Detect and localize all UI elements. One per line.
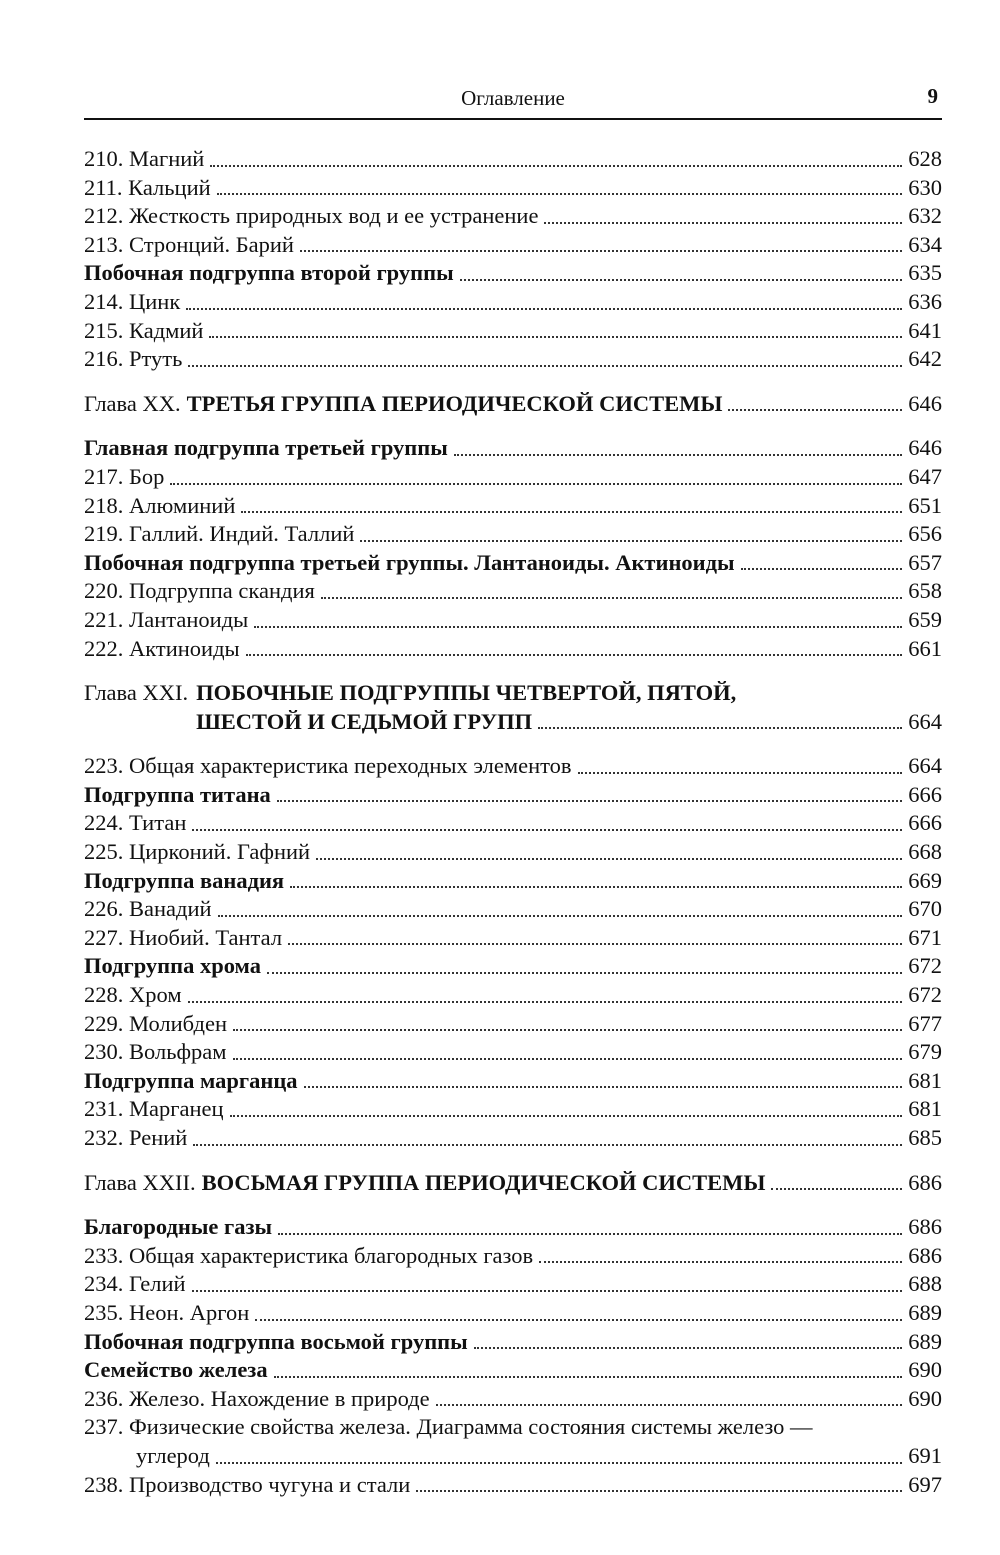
- toc-section-heading[interactable]: [84, 867, 942, 896]
- entry-page: 651: [908, 492, 942, 518]
- leader-dots: [241, 511, 902, 513]
- toc-section-heading[interactable]: [84, 549, 942, 578]
- entry-page: 646: [908, 435, 942, 461]
- entry-page: 688: [908, 1271, 942, 1297]
- toc-entry[interactable]: [84, 174, 942, 203]
- leader-dots: [454, 454, 902, 456]
- entry-label: 232. Рений: [84, 1125, 188, 1150]
- entry-label: 211. Кальций: [84, 174, 211, 200]
- entry-page: 628: [908, 146, 942, 171]
- toc-entry[interactable]: [84, 492, 942, 521]
- entry-label: Подгруппа хрома: [84, 953, 261, 979]
- leader-dots: [544, 222, 902, 224]
- leader-dots: [728, 409, 902, 411]
- toc-entry[interactable]: [84, 606, 942, 635]
- leader-dots: [230, 1115, 902, 1117]
- leader-dots: [304, 1086, 902, 1088]
- leader-dots: [290, 886, 902, 888]
- entry-page: 690: [908, 1357, 942, 1383]
- leader-dots: [192, 829, 902, 831]
- entry-page: 686: [908, 1242, 942, 1268]
- entry-label: 218. Алюминий: [84, 492, 236, 518]
- toc-entry[interactable]: [84, 577, 942, 606]
- toc-entry[interactable]: [84, 145, 942, 174]
- chapter-prefix: Глава XX.: [84, 390, 181, 416]
- leader-dots: [741, 568, 902, 570]
- entry-page: 671: [908, 924, 942, 950]
- toc-section-heading[interactable]: [84, 1356, 942, 1385]
- entry-page: 659: [908, 606, 942, 632]
- toc-entry[interactable]: [84, 1242, 942, 1271]
- entry-label: 215. Кадмий: [84, 317, 204, 343]
- entry-label: 220. Подгруппа скандия: [84, 578, 315, 604]
- entry-label: Подгруппа марганца: [84, 1067, 298, 1093]
- leader-dots: [321, 597, 902, 599]
- chapter-page: 686: [908, 1169, 942, 1195]
- leader-dots: [188, 1001, 902, 1003]
- leader-dots: [278, 1233, 902, 1235]
- page-header: [84, 80, 942, 120]
- toc-entry[interactable]: [84, 1385, 942, 1414]
- entry-page: 666: [908, 781, 942, 807]
- entry-label: 210. Магний: [84, 146, 205, 171]
- entry-label: Побочная подгруппа второй группы: [84, 260, 454, 286]
- entry-page: 641: [908, 317, 942, 343]
- toc-section-heading[interactable]: [84, 1067, 942, 1096]
- leader-dots: [217, 193, 902, 195]
- leader-dots: [170, 483, 902, 485]
- table-of-contents: [84, 145, 942, 1499]
- chapter-title: ТРЕТЬЯ ГРУППА ПЕРИОДИЧЕСКОЙ СИСТЕМЫ: [186, 390, 723, 416]
- toc-entry[interactable]: [84, 809, 942, 838]
- running-title: Оглавление: [461, 86, 565, 110]
- entry-page: 661: [908, 635, 942, 661]
- toc-entry[interactable]: [84, 752, 942, 781]
- leader-dots: [210, 165, 902, 167]
- entry-label: Подгруппа титана: [84, 781, 271, 807]
- entry-page: 677: [908, 1010, 942, 1036]
- entry-label: 229. Молибден: [84, 1010, 228, 1036]
- leader-dots: [192, 1290, 902, 1292]
- toc-entry[interactable]: [84, 1270, 942, 1299]
- entry-page: 635: [908, 260, 942, 286]
- toc-section-heading[interactable]: [84, 434, 942, 463]
- toc-entry[interactable]: [84, 345, 942, 374]
- entry-label: Благородные газы: [84, 1214, 273, 1240]
- toc-section-heading[interactable]: [84, 781, 942, 810]
- toc-entry[interactable]: [84, 288, 942, 317]
- entry-page: 691: [908, 1442, 942, 1468]
- chapter-prefix: Глава XXI.: [84, 680, 189, 706]
- entry-page: 672: [908, 982, 942, 1008]
- entry-label: Подгруппа ванадия: [84, 867, 285, 893]
- toc-entry[interactable]: [84, 1124, 942, 1153]
- leader-dots: [316, 858, 902, 860]
- chapter-xxi-entry[interactable]: [84, 679, 942, 736]
- toc-entry[interactable]: [84, 1010, 942, 1039]
- toc-entry[interactable]: [84, 1038, 942, 1067]
- entry-page: 642: [908, 346, 942, 372]
- entry-label: 227. Ниобий. Тантал: [84, 924, 283, 950]
- leader-dots: [436, 1404, 902, 1406]
- chapter-title-line2: ШЕСТОЙ И СЕДЬМОЙ ГРУПП: [196, 708, 533, 734]
- entry-label-line2: углерод: [136, 1442, 210, 1468]
- leader-dots: [209, 336, 902, 338]
- entry-label: Побочная подгруппа восьмой группы: [84, 1328, 468, 1354]
- entry-label: 212. Жесткость природных вод и ее устранение: [84, 203, 539, 229]
- entry-page: 656: [908, 521, 942, 547]
- toc-entry[interactable]: [84, 981, 942, 1010]
- entry-page: 647: [908, 463, 942, 489]
- leader-dots: [188, 365, 902, 367]
- entry-page: 658: [908, 578, 942, 604]
- entry-page: 690: [908, 1385, 942, 1411]
- leader-dots: [578, 772, 902, 774]
- leader-dots: [193, 1144, 902, 1146]
- chapter-xxii-entry[interactable]: [84, 1169, 942, 1198]
- leader-dots: [539, 1261, 902, 1263]
- leader-dots: [233, 1029, 902, 1031]
- entry-page: 634: [908, 231, 942, 257]
- chapter-title: ВОСЬМАЯ ГРУППА ПЕРИОДИЧЕСКОЙ СИСТЕМЫ: [201, 1169, 766, 1195]
- entry-label: 213. Стронций. Барий: [84, 231, 294, 257]
- toc-entry[interactable]: [84, 1095, 942, 1124]
- chapter-title-line1: ПОБОЧНЫЕ ПОДГРУППЫ ЧЕТВЕРТОЙ, ПЯТОЙ,: [196, 680, 737, 706]
- chapter-xx-entry[interactable]: [84, 390, 942, 419]
- leader-dots: [216, 1462, 902, 1464]
- entry-page: 681: [908, 1067, 942, 1093]
- leader-dots: [288, 943, 902, 945]
- entry-page: 681: [908, 1096, 942, 1122]
- leader-dots: [254, 626, 902, 628]
- entry-page: 636: [908, 288, 942, 314]
- chapter-page: 646: [908, 390, 942, 416]
- entry-label: 221. Лантаноиды: [84, 606, 249, 632]
- entry-page: 666: [908, 810, 942, 836]
- leader-dots: [300, 250, 902, 252]
- toc-entry-237[interactable]: [84, 1413, 942, 1470]
- entry-label: 225. Цирконий. Гафний: [84, 839, 311, 865]
- entry-label: 214. Цинк: [84, 288, 181, 314]
- entry-label: 219. Галлий. Индий. Таллий: [84, 521, 355, 547]
- leader-dots: [255, 1319, 902, 1321]
- toc-entry[interactable]: [84, 317, 942, 346]
- entry-page: 697: [908, 1471, 942, 1497]
- toc-section-heading[interactable]: [84, 1213, 942, 1242]
- leader-dots: [246, 654, 902, 656]
- toc-block: [84, 145, 942, 374]
- entry-label: 228. Хром: [84, 982, 182, 1008]
- toc-entry[interactable]: [84, 520, 942, 549]
- entry-label: 234. Гелий: [84, 1271, 186, 1297]
- leader-dots: [186, 308, 902, 310]
- entry-label: 230. Вольфрам: [84, 1039, 227, 1065]
- leader-dots: [771, 1188, 902, 1190]
- entry-page: 686: [908, 1214, 942, 1240]
- toc-section-heading[interactable]: [84, 259, 942, 288]
- entry-page: 630: [908, 174, 942, 200]
- toc-entry[interactable]: [84, 895, 942, 924]
- leader-dots: [460, 279, 902, 281]
- toc-block: [84, 434, 942, 663]
- toc-entry[interactable]: [84, 838, 942, 867]
- entry-page: 689: [908, 1299, 942, 1325]
- leader-dots: [538, 727, 902, 729]
- entry-continuation-row: [84, 1442, 942, 1471]
- entry-page: 664: [908, 753, 942, 779]
- entry-label: 216. Ртуть: [84, 346, 183, 372]
- entry-label: 226. Ванадий: [84, 896, 212, 922]
- toc-section-heading[interactable]: [84, 1328, 942, 1357]
- entry-label: 235. Неон. Аргон: [84, 1299, 250, 1325]
- entry-label: 231. Марганец: [84, 1096, 224, 1122]
- entry-label: 223. Общая характеристика переходных элементов: [84, 753, 572, 779]
- entry-page: 668: [908, 839, 942, 865]
- entry-label: 224. Титан: [84, 810, 187, 836]
- toc-section-heading[interactable]: [84, 952, 942, 981]
- toc-entry[interactable]: [84, 1471, 942, 1500]
- entry-page: 679: [908, 1039, 942, 1065]
- chapter-prefix: Глава XXII.: [84, 1169, 196, 1195]
- entry-page: 670: [908, 896, 942, 922]
- entry-page: 689: [908, 1328, 942, 1354]
- entry-label: 238. Производство чугуна и стали: [84, 1471, 411, 1497]
- toc-entry[interactable]: [84, 1299, 942, 1328]
- entry-page: 669: [908, 867, 942, 893]
- chapter-page: 664: [908, 708, 942, 734]
- leader-dots: [416, 1490, 902, 1492]
- entry-page: 657: [908, 549, 942, 575]
- entry-label: 217. Бор: [84, 463, 165, 489]
- toc-entry[interactable]: [84, 924, 942, 953]
- toc-entry[interactable]: [84, 635, 942, 664]
- chapter-title-line2-row: [196, 708, 942, 737]
- toc-entry[interactable]: [84, 231, 942, 260]
- entry-page: 685: [908, 1125, 942, 1150]
- toc-block: [84, 1213, 942, 1413]
- toc-block: [84, 1471, 942, 1500]
- leader-dots: [360, 540, 902, 542]
- toc-entry[interactable]: [84, 202, 942, 231]
- entry-label: Главная подгруппа третьей группы: [84, 435, 448, 461]
- leader-dots: [233, 1058, 902, 1060]
- entry-label-line1: 237. Физические свойства железа. Диаграмма состояния системы железо —: [84, 1414, 813, 1440]
- leader-dots: [218, 915, 902, 917]
- entry-page: 632: [908, 203, 942, 229]
- entry-label: 233. Общая характеристика благородных газов: [84, 1242, 534, 1268]
- leader-dots: [474, 1347, 902, 1349]
- entry-page: 672: [908, 953, 942, 979]
- chapter-title-block: [196, 679, 942, 736]
- page-number: 9: [927, 84, 938, 108]
- entry-label: Побочная подгруппа третьей группы. Лантаноиды. Актиноиды: [84, 549, 735, 575]
- leader-dots: [267, 972, 902, 974]
- entry-label: 222. Актиноиды: [84, 635, 240, 661]
- leader-dots: [277, 800, 902, 802]
- entry-label: Семейство железа: [84, 1357, 268, 1383]
- toc-block: [84, 752, 942, 1152]
- leader-dots: [274, 1376, 902, 1378]
- entry-label: 236. Железо. Нахождение в природе: [84, 1385, 430, 1411]
- toc-entry[interactable]: [84, 463, 942, 492]
